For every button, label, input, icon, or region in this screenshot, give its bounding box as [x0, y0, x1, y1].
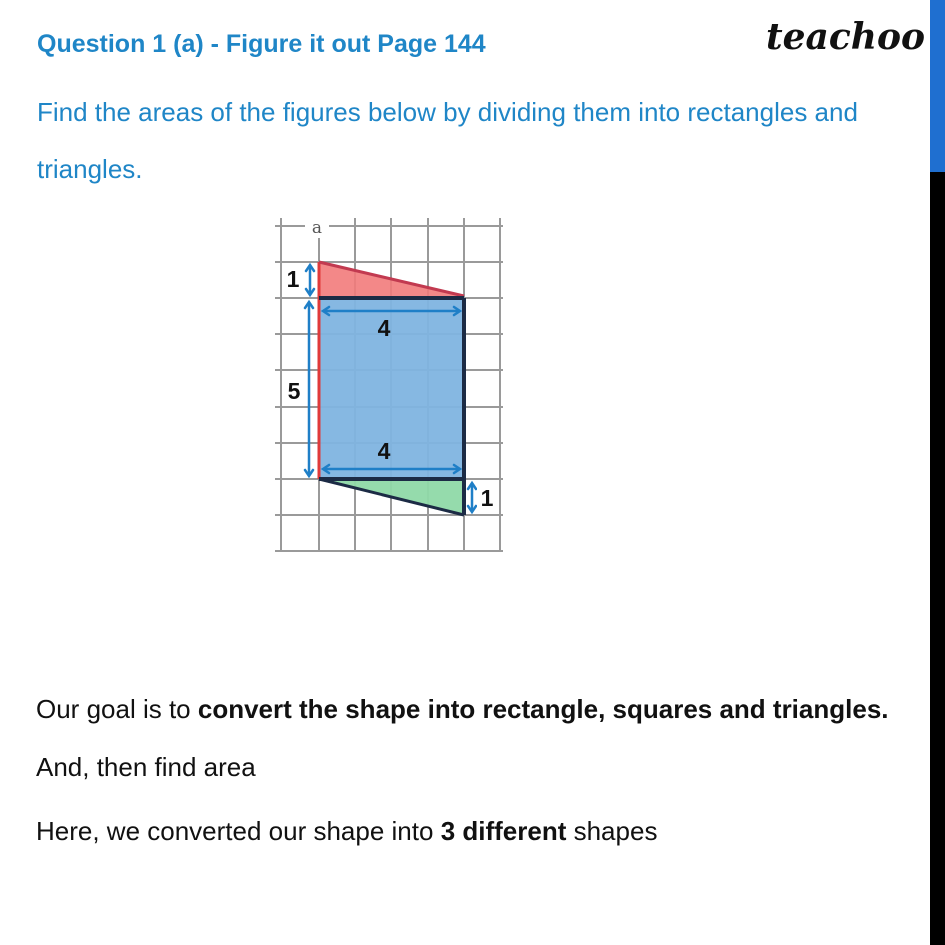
converted-paragraph	[36, 802, 916, 860]
converted-bold: 3 different	[440, 816, 567, 846]
top-height-arrow	[306, 265, 314, 295]
teachoo-logo[interactable]: teachoo	[766, 16, 925, 58]
top-width-label: 4	[377, 315, 391, 341]
bottom-height-label: 1	[480, 485, 494, 511]
goal-bold: convert the shape into rectangle, squares and triangles.	[197, 694, 889, 724]
converted-intro: Here, we converted our shape into	[36, 816, 441, 846]
blue-rectangle	[319, 298, 464, 479]
height-label: 5	[287, 378, 301, 404]
area-figure	[270, 210, 510, 560]
height-arrow	[305, 302, 313, 476]
progress-bar-bottom[interactable]	[930, 172, 945, 945]
question-title: Question 1 (a) - Figure it out Page 144	[37, 30, 486, 58]
figure-label: a	[311, 218, 323, 238]
bottom-height-arrow	[468, 483, 476, 512]
converted-rest: shapes	[566, 816, 658, 846]
progress-bar-top[interactable]	[930, 0, 945, 172]
goal-paragraph	[36, 680, 916, 796]
question-text: Find the areas of the figures below by dividing them into rectangles and triangles.	[37, 97, 858, 184]
goal-rest: And, then find area	[36, 752, 256, 782]
goal-intro: Our goal is to	[36, 694, 198, 724]
bottom-width-label: 4	[377, 438, 391, 464]
top-height-label: 1	[286, 266, 300, 292]
